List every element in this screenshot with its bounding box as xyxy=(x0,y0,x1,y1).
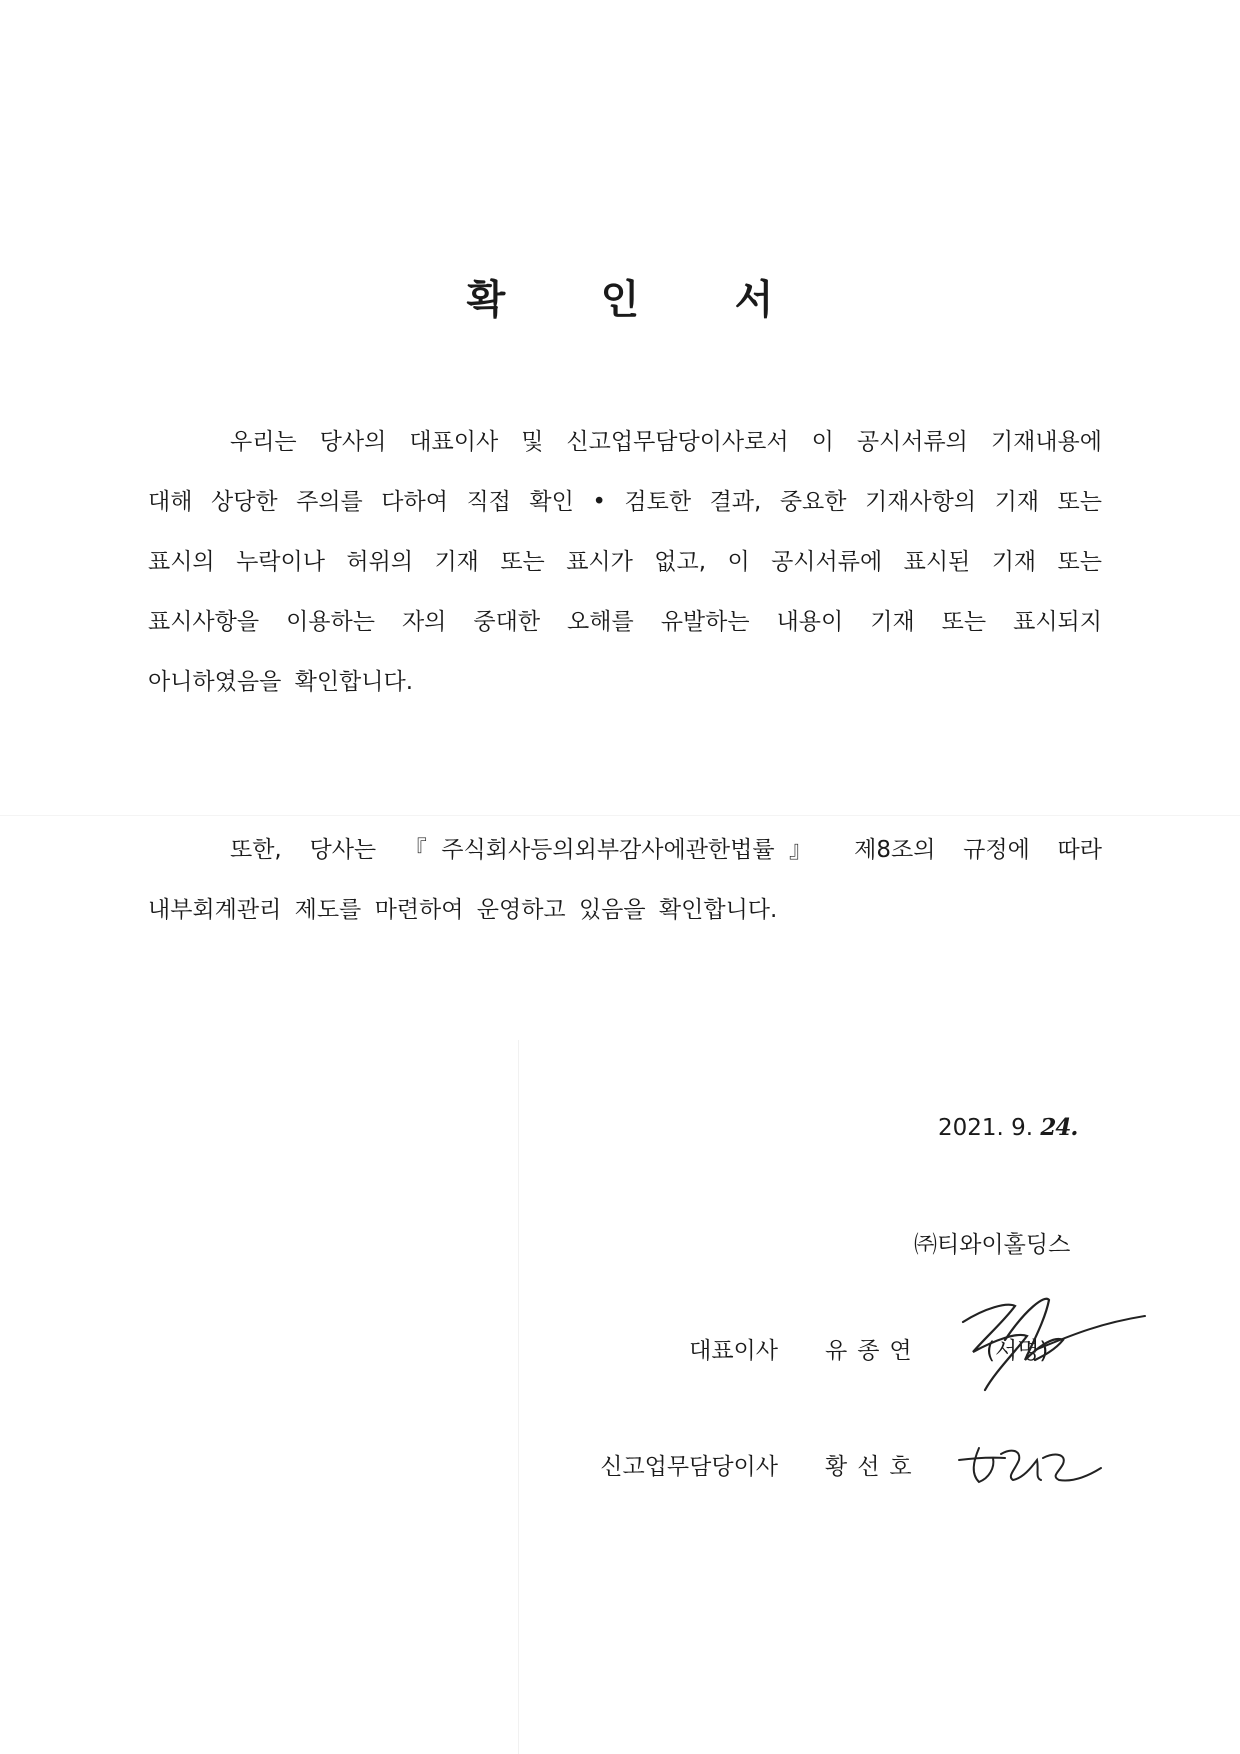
internal-control-paragraph xyxy=(148,820,1102,940)
date-printed: 2021. 9. xyxy=(938,1115,1034,1141)
company-name: ㈜티와이홀딩스 xyxy=(914,1232,1071,1258)
signer-role: 대표이사 xyxy=(689,1338,778,1364)
paragraph-line: 또한, 당사는 『주식회사등의외부감사에관한법률』 제8조의 규정에 따라 xyxy=(230,837,1102,863)
title-char-2: 인 xyxy=(600,277,640,323)
paragraph-line: 표시사항을 이용하는 자의 중대한 오해를 유발하는 내용이 기재 또는 표시되지 xyxy=(148,609,1102,635)
scan-fold-line xyxy=(0,815,1240,816)
paragraph-line: 내부회계관리 제도를 마련하여 운영하고 있음을 확인합니다. xyxy=(148,897,778,923)
handwritten-signature-director xyxy=(955,1438,1105,1493)
document-date xyxy=(938,1114,1077,1141)
signature-label: (서명) xyxy=(986,1338,1049,1364)
paragraph-line: 아니하였음을 확인합니다. xyxy=(148,669,414,695)
title-char-1: 확 xyxy=(466,277,506,323)
signer-name: 유종연 xyxy=(825,1338,922,1364)
confirmation-paragraph xyxy=(148,412,1102,712)
paragraph-line: 표시의 누락이나 허위의 기재 또는 표시가 없고, 이 공시서류에 표시된 기재 또는 xyxy=(148,549,1102,575)
title-char-3: 서 xyxy=(734,277,774,323)
document-title xyxy=(0,268,1240,325)
signer-role: 신고업무담당이사 xyxy=(600,1454,778,1480)
scan-edge-line xyxy=(518,1040,519,1754)
paragraph-line: 우리는 당사의 대표이사 및 신고업무담당이사로서 이 공시서류의 기재내용에 xyxy=(230,429,1102,455)
signer-name: 황선호 xyxy=(825,1454,922,1480)
date-day-handwritten: 24. xyxy=(1040,1114,1078,1141)
paragraph-line: 대해 상당한 주의를 다하여 직접 확인 • 검토한 결과, 중요한 기재사항의 기재 또는 xyxy=(148,489,1102,515)
